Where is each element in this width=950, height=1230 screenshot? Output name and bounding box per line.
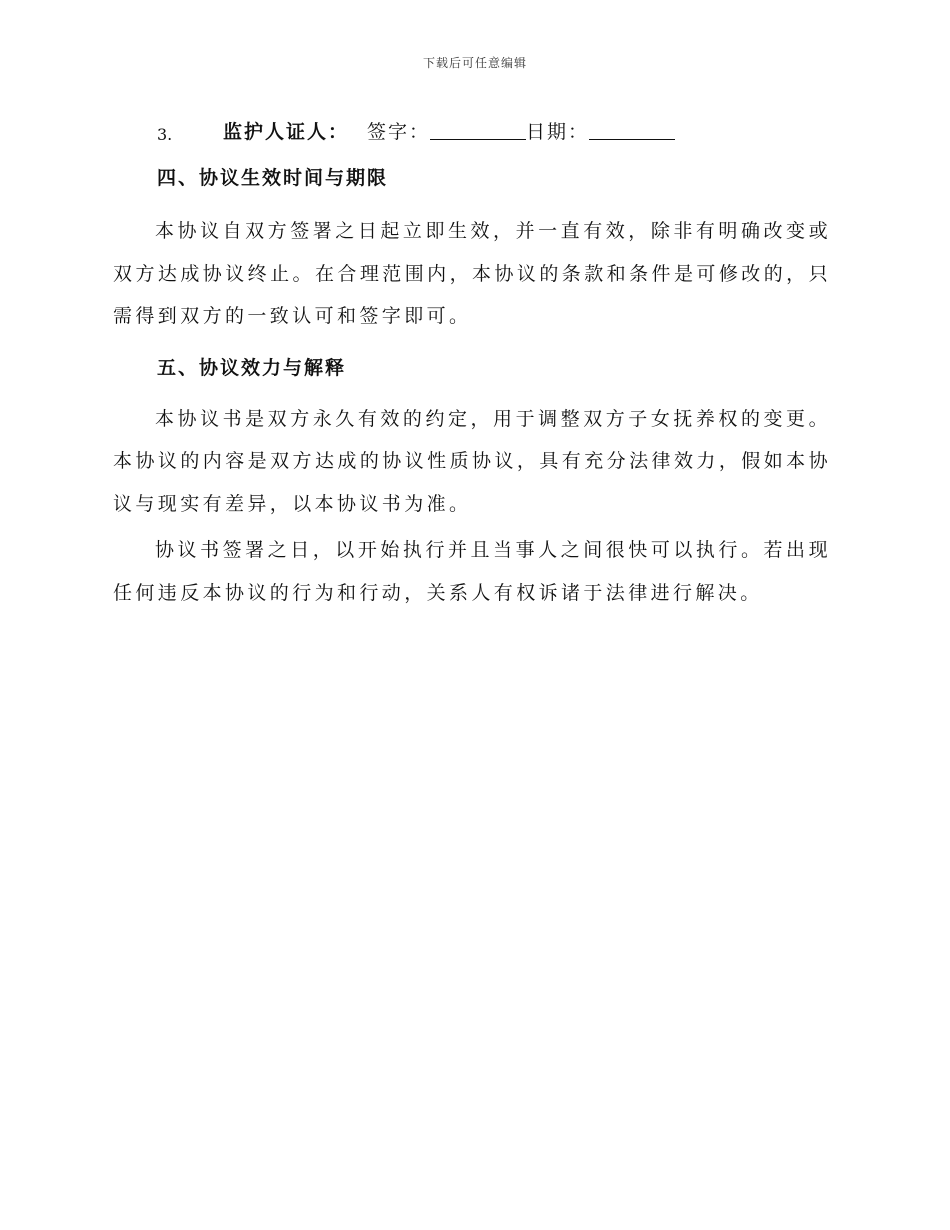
signature-blank[interactable] [430, 138, 526, 140]
date-blank[interactable] [589, 138, 675, 140]
item-number: 3. [157, 125, 173, 144]
sign-label: 签字： [367, 121, 431, 143]
section-5-paragraph-2: 协议书签署之日，以开始执行并且当事人之间很快可以执行。若出现任何违反本协议的行为和行动，关系人有权诉诸于法律进行解决。 [113, 539, 831, 604]
document-body [113, 110, 831, 614]
section-5-paragraph-1: 本协议书是双方永久有效的约定，用于调整双方子女抚养权的变更。本协议的内容是双方达成的协议性质协议，具有充分法律效力，假如本协议与现实有差异，以本协议书为准。 [113, 407, 831, 515]
section-4-paragraph: 本协议自双方签署之日起立即生效，并一直有效，除非有明确改变或双方达成协议终止。在合理范围内，本协议的条款和条件是可修改的，只需得到双方的一致认可和签字即可。 [113, 220, 831, 327]
date-label: 日期： [526, 121, 590, 143]
section-5-title: 五、协议效力与解释 [157, 356, 347, 379]
guardian-witness-label: 监护人证人： [223, 121, 350, 143]
guardian-witness-signature-line [113, 110, 831, 144]
page-header: 下载后可任意编辑 [422, 56, 527, 70]
section-4-title: 四、协议生效时间与期限 [157, 167, 389, 189]
